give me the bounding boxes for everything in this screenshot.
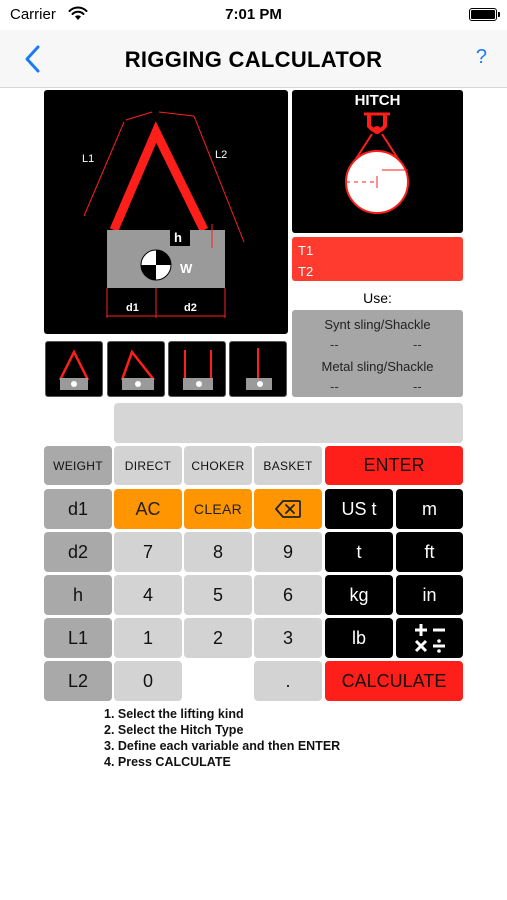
unit-kg-button[interactable]: kg [325, 575, 393, 615]
unit-feet-button[interactable]: ft [396, 532, 463, 572]
status-bar [0, 0, 507, 30]
enter-button[interactable]: ENTER [325, 446, 463, 485]
diagram-h-label: h [174, 230, 182, 245]
metal-right-value: -- [413, 379, 422, 394]
instruction-step: 2. Select the Hitch Type [104, 723, 244, 737]
lift-type-single-vertical[interactable] [229, 341, 287, 397]
synt-left-value: -- [330, 337, 339, 352]
status-time: 7:01 PM [225, 6, 282, 23]
use-label: Use: [363, 290, 392, 306]
direct-button[interactable]: DIRECT [114, 446, 182, 485]
digit-1-button[interactable]: 1 [114, 618, 182, 658]
unit-inch-button[interactable]: in [396, 575, 463, 615]
lift-type-triangle[interactable] [45, 341, 103, 397]
operators-button[interactable] [396, 618, 463, 658]
instruction-step: 3. Define each variable and then ENTER [104, 739, 341, 753]
sling-recommendation [292, 310, 463, 397]
instructions [104, 706, 340, 770]
instruction-step: 4. Press CALCULATE [104, 755, 231, 769]
diagram-w-label: W [180, 261, 193, 276]
decimal-point-button[interactable]: . [254, 661, 322, 701]
diagram-d1-label: d1 [126, 302, 139, 314]
lift-type-offset-triangle[interactable] [107, 341, 165, 397]
unit-meter-button[interactable]: m [396, 489, 463, 529]
input-display [114, 403, 463, 443]
t1-label: T1 [298, 243, 314, 258]
backspace-icon [274, 499, 302, 519]
d1-button[interactable]: d1 [44, 489, 112, 529]
l1-button[interactable]: L1 [44, 618, 112, 658]
t2-label: T2 [298, 264, 314, 279]
two-leg-sling-icon [46, 342, 102, 396]
unit-us-ton-button[interactable]: US t [325, 489, 393, 529]
math-operators-icon [412, 621, 448, 655]
hitch-title: HITCH [354, 92, 401, 109]
metal-left-value: -- [330, 379, 339, 394]
digit-6-button[interactable]: 6 [254, 575, 322, 615]
calculate-button[interactable]: CALCULATE [325, 661, 463, 701]
digit-5-button[interactable]: 5 [184, 575, 252, 615]
clear-button[interactable]: CLEAR [184, 489, 252, 529]
carrier-label: Carrier [10, 6, 56, 23]
diagram-l1-label: L1 [82, 153, 95, 165]
shackle-basket-icon [292, 90, 463, 233]
synt-right-value: -- [413, 337, 422, 352]
offset-sling-icon [108, 342, 164, 396]
diagram-d2-label: d2 [184, 302, 197, 314]
d2-button[interactable]: d2 [44, 532, 112, 572]
unit-lb-button[interactable]: lb [325, 618, 393, 658]
weight-button[interactable]: WEIGHT [44, 446, 112, 485]
instruction-step: 1. Select the lifting kind [104, 707, 244, 721]
tension-results [292, 237, 463, 281]
digit-8-button[interactable]: 8 [184, 532, 252, 572]
single-vertical-sling-icon [230, 342, 286, 396]
battery-icon [469, 8, 497, 21]
synt-sling-label: Synt sling/Shackle [324, 317, 431, 332]
digit-3-button[interactable]: 3 [254, 618, 322, 658]
digit-2-button[interactable]: 2 [184, 618, 252, 658]
diagram-l2-label: L2 [215, 149, 228, 161]
vertical-pair-sling-icon [169, 342, 225, 396]
page-title: RIGGING CALCULATOR [124, 47, 383, 72]
rigging-diagram [44, 90, 288, 334]
lift-type-vertical-pair[interactable] [168, 341, 226, 397]
ac-button[interactable]: AC [114, 489, 182, 529]
help-button[interactable]: ? [475, 46, 487, 68]
navigation-bar [0, 30, 507, 88]
unit-tonne-button[interactable]: t [325, 532, 393, 572]
l2-button[interactable]: L2 [44, 661, 112, 701]
digit-0-button[interactable]: 0 [114, 661, 182, 701]
basket-button[interactable]: BASKET [254, 446, 322, 485]
metal-sling-label: Metal sling/Shackle [321, 359, 434, 374]
digit-7-button[interactable]: 7 [114, 532, 182, 572]
digit-4-button[interactable]: 4 [114, 575, 182, 615]
digit-9-button[interactable]: 9 [254, 532, 322, 572]
h-button[interactable]: h [44, 575, 112, 615]
hitch-panel [292, 90, 463, 233]
choker-button[interactable]: CHOKER [184, 446, 252, 485]
backspace-button[interactable] [254, 489, 322, 529]
